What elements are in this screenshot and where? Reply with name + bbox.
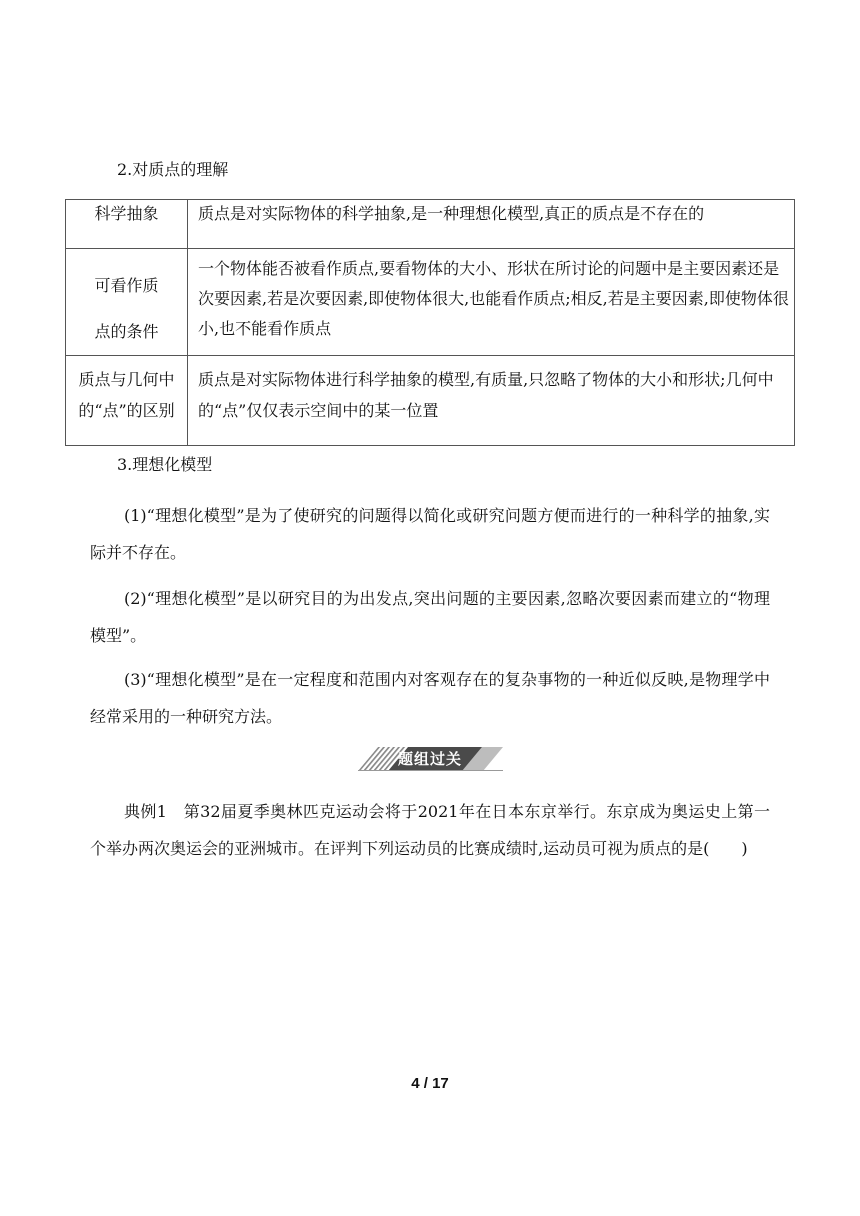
table-content-cell <box>188 249 795 356</box>
table-label-text: 质点与几何中的“点”的区别 <box>78 370 175 420</box>
particle-understanding-table <box>65 199 795 446</box>
table-label-text: 可看作质点的条件 <box>94 276 159 341</box>
table-row <box>66 200 795 249</box>
table-content-text: 质点是对实际物体进行科学抽象的模型,有质量,只忽略了物体的大小和形状;几何中的“点”仅仅表示空间中的某一位置 <box>198 370 774 420</box>
example-paragraph: 典例1 第32届夏季奥林匹克运动会将于2021年在日本东京举行。东京成为奥运史上第一个举办两次奥运会的亚洲城市。在评判下列运动员的比赛成绩时,运动员可视为质点的是( ) <box>90 802 770 858</box>
table-content-cell <box>188 200 795 249</box>
section-2-heading: 2.对质点的理解 <box>117 160 229 179</box>
table-label-text: 科学抽象 <box>94 204 159 223</box>
table-content-text: 一个物体能否被看作质点,要看物体的大小、形状在所讨论的问题中是主要因素还是次要因素,若是次要因素,即使物体很大,也能看作质点;相反,若是主要因素,即使物体很小,也不能看作质点 <box>198 259 789 338</box>
section-banner <box>358 747 503 771</box>
table-content-text: 质点是对实际物体的科学抽象,是一种理想化模型,真正的质点是不存在的 <box>198 204 705 223</box>
paragraph: (1)“理想化模型”是为了使研究的问题得以简化或研究问题方便而进行的一种科学的抽象,实际并不存在。 <box>90 506 770 562</box>
table-label-cell <box>66 200 188 249</box>
table-row <box>66 249 795 356</box>
table-label-cell <box>66 249 188 356</box>
table-label-cell <box>66 356 188 446</box>
banner-title: 题组过关 <box>398 750 463 768</box>
paragraph: (3)“理想化模型”是在一定程度和范围内对客观存在的复杂事物的一种近似反映,是物理学中经常采用的一种研究方法。 <box>90 670 770 726</box>
table-content-cell <box>188 356 795 446</box>
paragraph: (2)“理想化模型”是以研究目的为出发点,突出问题的主要因素,忽略次要因素而建立的“物理模型”。 <box>90 589 770 645</box>
section-3-heading: 3.理想化模型 <box>117 455 213 474</box>
page-number: 4 / 17 <box>411 1075 449 1092</box>
table-row <box>66 356 795 446</box>
